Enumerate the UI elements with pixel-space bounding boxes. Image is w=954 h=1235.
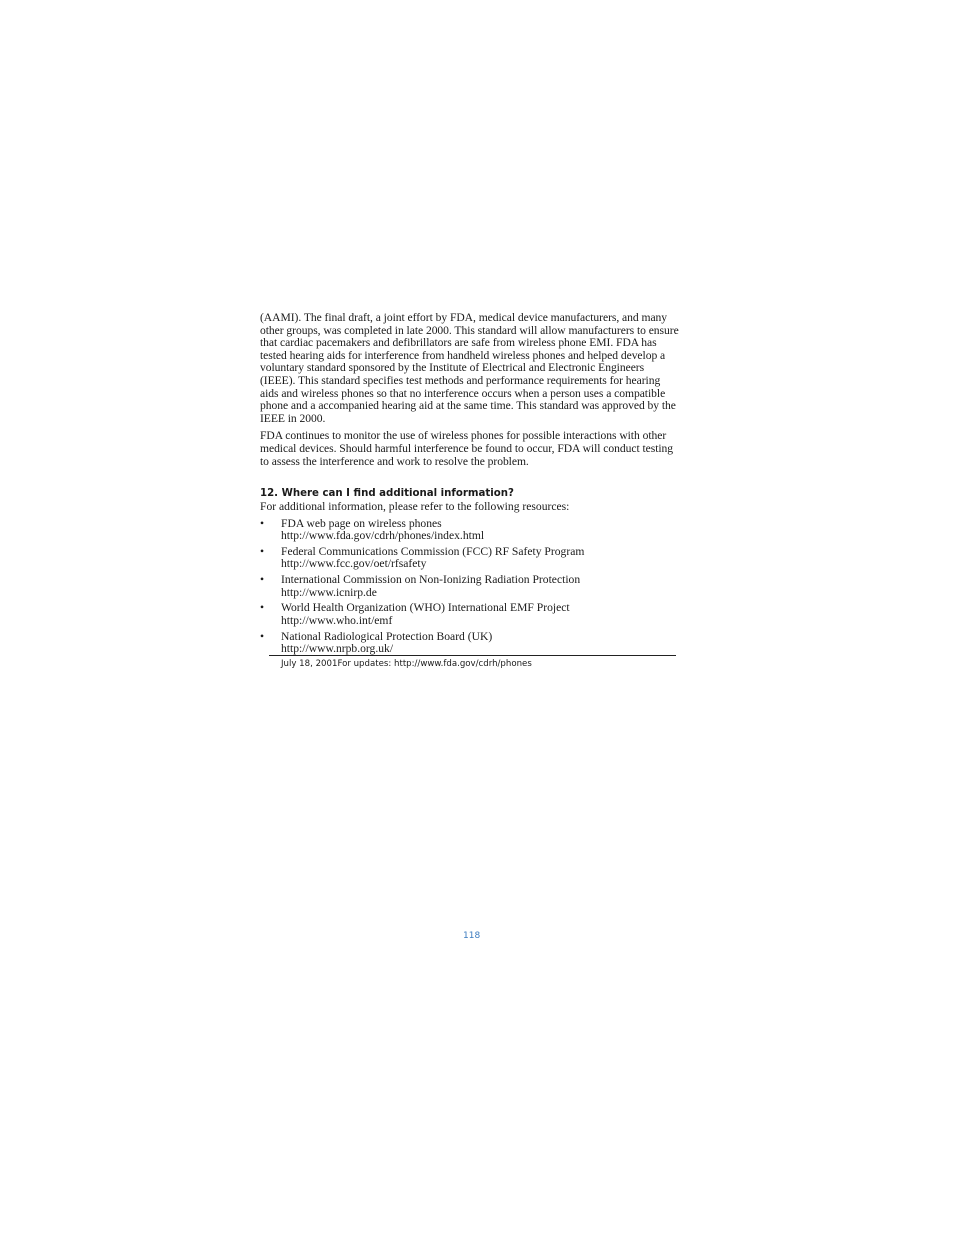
- footer-note: July 18, 2001For updates: http://www.fda.gov/cdrh/phones: [281, 659, 532, 669]
- resource-url[interactable]: http://www.fda.gov/cdrh/phones/index.html: [281, 529, 485, 543]
- resource-url[interactable]: http://www.fcc.gov/oet/rfsafety: [281, 557, 427, 571]
- resource-item-fda: [260, 518, 680, 543]
- resource-item-icnirp: [260, 574, 680, 599]
- resource-url[interactable]: http://www.icnirp.de: [281, 585, 377, 599]
- resource-item-fcc: [260, 546, 680, 571]
- section-heading: 12. Where can I find additional information?: [260, 488, 514, 500]
- resource-title: World Health Organization (WHO) International EMF Project: [281, 601, 570, 615]
- resource-url[interactable]: http://www.who.int/emf: [281, 613, 393, 627]
- bullet-icon: •: [260, 516, 265, 530]
- bullet-icon: •: [260, 629, 265, 643]
- resource-url[interactable]: http://www.nrpb.org.uk/: [281, 641, 394, 655]
- resource-title: National Radiological Protection Board (UK): [281, 629, 493, 643]
- section-intro: For additional information, please refer to the following resources:: [260, 500, 570, 514]
- body-paragraph-1: (AAMI). The final draft, a joint effort by FDA, medical device manufacturers, and many other groups, was completed in late 2000. This standard will allow manufacturers to ensure that cardiac pacemakers and defibrillators are safe from wireless phone EMI. FDA has tested hearing aids for interference from handheld wireless phones and helped develop a voluntary standard sponsored by the Institute of Electrical and Electronic Engineers (IEEE). This standard specifies test methods and performance requirements for hearing aids and wireless phones so that no interference occurs when a person uses a compatible phone and a accompanied hearing aid at the same time. This standard was approved by the IEEE in 2000.: [260, 311, 679, 425]
- page-number: 118: [463, 931, 481, 941]
- resource-item-nrpb: [260, 631, 680, 656]
- body-paragraph-2: FDA continues to monitor the use of wireless phones for possible interactions with other medical devices. Should harmful interference be found to occur, FDA will conduct testing to assess the interference and work to resolve the problem.: [260, 429, 674, 468]
- resource-list: [260, 518, 680, 656]
- bullet-icon: •: [260, 573, 265, 587]
- resource-title: FDA web page on wireless phones: [281, 516, 442, 530]
- document-page: [260, 312, 680, 659]
- footer-divider: [269, 655, 676, 656]
- bullet-icon: •: [260, 544, 265, 558]
- resource-title: International Commission on Non-Ionizing Radiation Protection: [281, 573, 581, 587]
- bullet-icon: •: [260, 601, 265, 615]
- resource-title: Federal Communications Commission (FCC) RF Safety Program: [281, 544, 585, 558]
- resource-item-who: [260, 602, 680, 627]
